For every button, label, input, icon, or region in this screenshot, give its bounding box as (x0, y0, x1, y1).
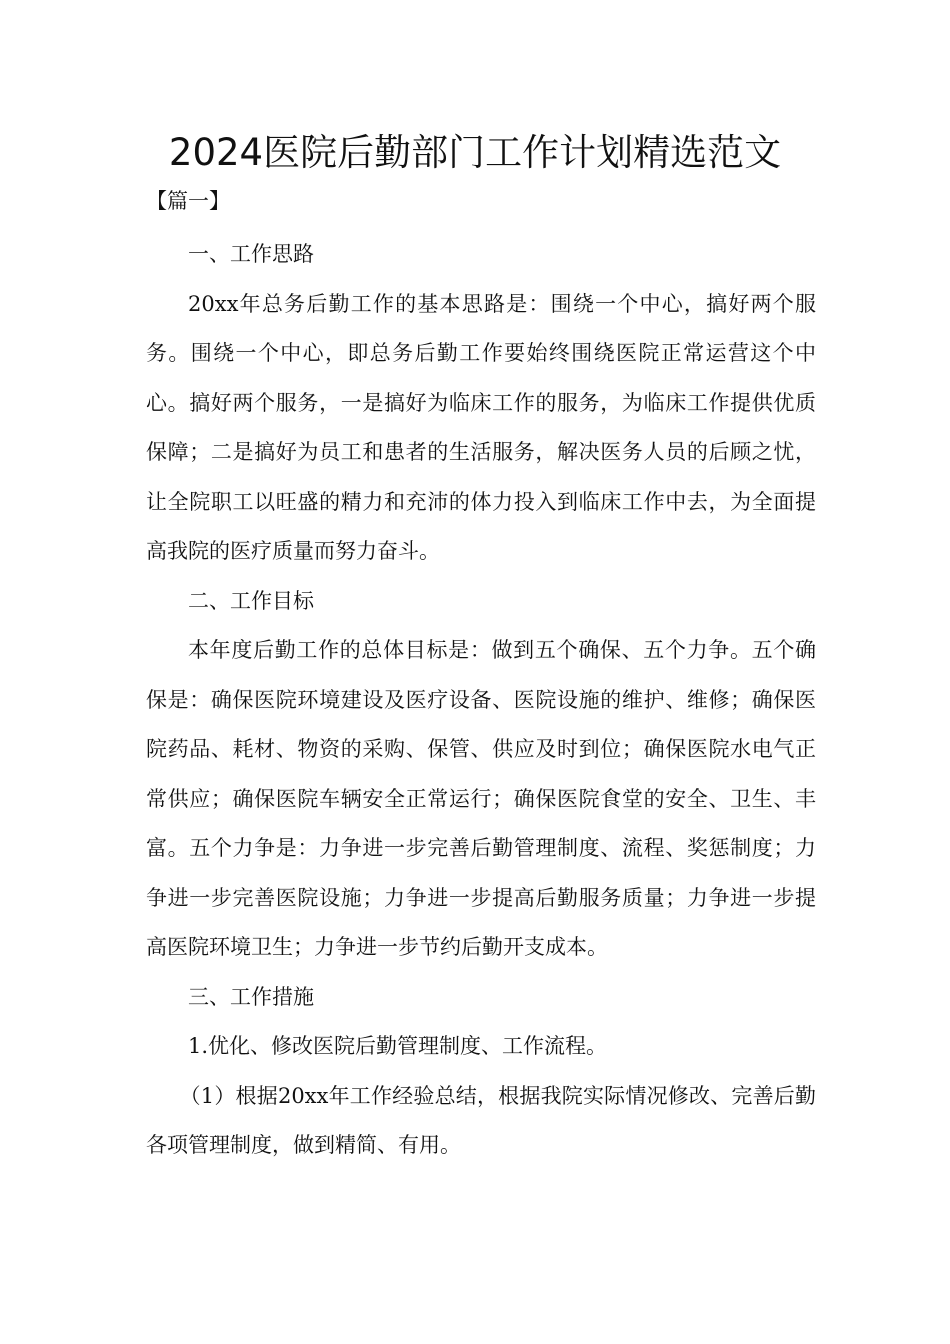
document-title: 2024医院后勤部门工作计划精选范文 (168, 131, 782, 174)
heading-work-measures: 三、工作措施 (188, 984, 314, 1009)
paragraph-measure-1-1: （1）根据20xx年工作经验总结，根据我院实际情况修改、完善后勤各项管理制度，做到精简、有用。 (146, 1083, 816, 1157)
heading-work-approach: 一、工作思路 (188, 242, 314, 266)
paragraph-work-goals: 本年度后勤工作的总体目标是：做到五个确保、五个力争。五个确保是：确保医院环境建设及医疗设备、医院设施的维护、维修；确保医院药品、耗材、物资的采购、保管、供应及时到位；确保医院水电气正常供应；确保医院车辆安全正常运行；确保医院食堂的安全、卫生、丰富。五个力争是：力争进一步完善后勤管理制度、流程、奖惩制度；力争进一步完善医院设施；力争进一步提高后勤服务质量；力争进一步提高医院环境卫生；力争进一步节约后勤开支成本。 (146, 638, 816, 959)
document-body (146, 230, 816, 1171)
paragraph-measure-1: 1.优化、修改医院后勤管理制度、工作流程。 (188, 1034, 608, 1058)
paragraph-work-approach: 20xx年总务后勤工作的基本思路是：围绕一个中心，搞好两个服务。围绕一个中心，即总务后勤工作要始终围绕医院正常运营这个中心。搞好两个服务，一是搞好为临床工作的服务，为临床工作提供优质保障；二是搞好为员工和患者的生活服务，解决医务人员的后顾之忧，让全院职工以旺盛的精力和充沛的体力投入到临床工作中去，为全面提高我院的医疗质量而努力奋斗。 (146, 291, 816, 563)
heading-work-goals: 二、工作目标 (188, 588, 314, 613)
section-label: 【篇一】 (146, 189, 230, 213)
